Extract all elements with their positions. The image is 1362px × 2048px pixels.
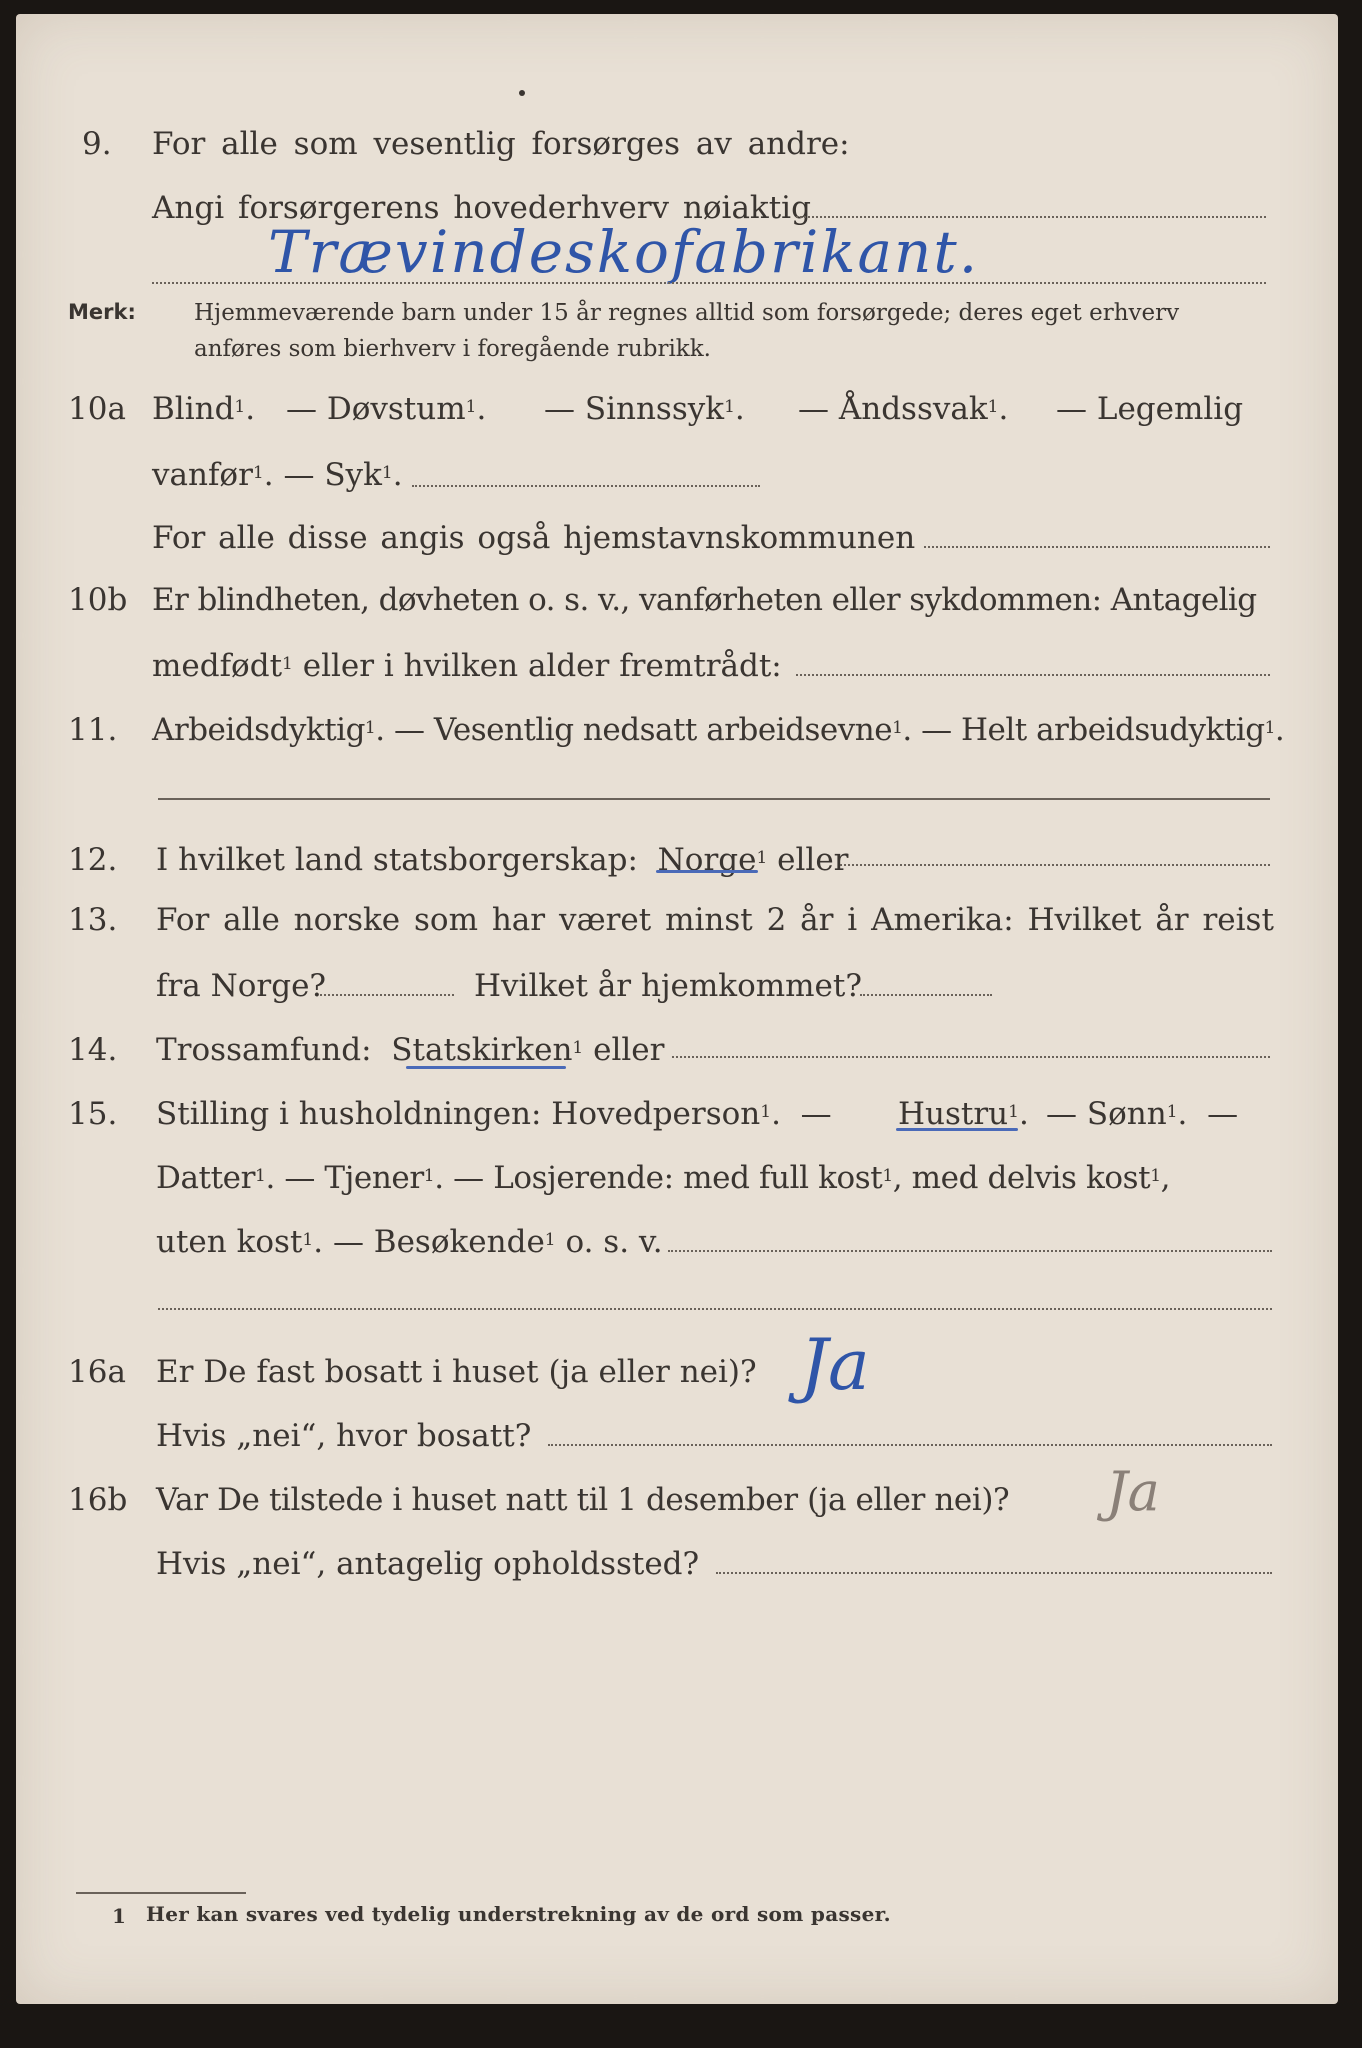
- q10a-kommune-line: [924, 546, 1270, 548]
- footnote-separator: [76, 1892, 246, 1894]
- q10b-number: 10b: [68, 582, 128, 618]
- q10a-line3: For alle disse angis også hjemstavnskommunen: [152, 520, 916, 556]
- merk-line1: Hjemmeværende barn under 15 år regnes alltid som forsørgede; deres eget erhverv: [194, 300, 1180, 326]
- merk-label: Merk:: [68, 300, 136, 324]
- q10b-line1: Er blindheten, døvheten o. s. v., vanførheten eller sykdommen: Antagelig: [152, 582, 1257, 618]
- q16b-number: 16b: [68, 1482, 128, 1518]
- q13-line2b: Hvilket år hjemkommet?: [474, 968, 862, 1004]
- q10a-andssvak: — Åndssvak$^1$.: [798, 391, 1009, 427]
- q10a-blind: Blind$^1$.: [152, 391, 256, 427]
- q11-number: 11.: [68, 712, 118, 748]
- merk-line2: anføres som bierhverv i foregående rubrikk.: [194, 336, 711, 362]
- q14-line: Trossamfund: Statskirken$^1$ eller: [156, 1032, 665, 1068]
- q15-hustru-underline: [896, 1128, 1018, 1131]
- q16a-dotted-line: [548, 1444, 1272, 1446]
- q15-number: 15.: [68, 1096, 118, 1132]
- q10a-syk-line: [412, 485, 760, 487]
- q9-line1: For alle som vesentlig forsørges av andre:: [152, 126, 850, 162]
- q15-answer-line: [158, 1308, 1272, 1310]
- q12-norge-underline: [656, 870, 758, 873]
- q10a-legemlig: — Legemlig: [1056, 391, 1244, 427]
- q12-dotted-line: [840, 864, 1270, 866]
- q15-line3: uten kost$^1$. — Besøkende$^1$ o. s. v.: [156, 1224, 663, 1260]
- footnote-text: Her kan svares ved tydelig understrekning av de ord som passer.: [146, 1902, 891, 1926]
- q15-line1-a: Stilling i husholdningen: Hovedperson$^1$. —: [156, 1096, 832, 1132]
- q14-statskirken-underline: [406, 1066, 566, 1069]
- q16b-line2: Hvis „nei“, antagelig opholdssted?: [156, 1546, 700, 1582]
- q14-number: 14.: [68, 1032, 118, 1068]
- q13-line2a: fra Norge?: [156, 968, 327, 1004]
- q16a-line2: Hvis „nei“, hvor bosatt?: [156, 1418, 532, 1454]
- q15-line1-hustru: Hustru$^1$.: [898, 1096, 1029, 1132]
- q16b-dotted-line: [716, 1572, 1272, 1574]
- q9-handwritten-answer: Trævindeskofabrikant.: [268, 218, 980, 286]
- q16b-pencil-answer: Ja: [1106, 1460, 1160, 1523]
- q9-number: 9.: [82, 126, 112, 162]
- q15-line2: Datter$^1$. — Tjener$^1$. — Losjerende: med full kost$^1$, med delvis kost$^1$,: [156, 1160, 1171, 1196]
- q10a-number: 10a: [68, 391, 126, 427]
- footnote-mark: 1: [112, 1904, 126, 1928]
- q9-answer-line: [152, 282, 1266, 284]
- q13-number: 13.: [68, 902, 118, 938]
- q14-dotted-line: [672, 1056, 1270, 1058]
- q10a-sinnssyk: — Sinnssyk$^1$.: [544, 391, 745, 427]
- q12-number: 12.: [68, 842, 118, 878]
- q16a-line1: Er De fast bosatt i huset (ja eller nei)?: [156, 1354, 757, 1390]
- q10a-vanfor: vanfør$^1$. — Syk$^1$.: [152, 457, 403, 493]
- q16a-number: 16a: [68, 1354, 126, 1390]
- page-mark: [519, 90, 525, 96]
- q10a-dovstum: — Døvstum$^1$.: [286, 391, 487, 427]
- q13-hjemkommet-line: [860, 994, 992, 996]
- q13-line1: For alle norske som har været minst 2 år i Amerika: Hvilket år reist: [156, 902, 1274, 938]
- q11-line1: Arbeidsdyktig$^1$. — Vesentlig nedsatt arbeidsevne$^1$. — Helt arbeidsudyktig$^1$.: [152, 712, 1285, 748]
- q15-dotted-line: [668, 1250, 1272, 1252]
- q10b-line2: medfødt$^1$ eller i hvilken alder fremtrådt:: [152, 648, 782, 684]
- q11-answer-line: [158, 798, 1270, 800]
- q9-line2: Angi forsørgerens hovederhverv nøiaktig: [152, 190, 811, 226]
- q10b-dotted-line: [796, 674, 1270, 676]
- q16b-line1: Var De tilstede i huset natt til 1 desember (ja eller nei)?: [156, 1482, 1010, 1518]
- q13-reist-line: [320, 994, 454, 996]
- q16a-handwritten-answer: Ja: [800, 1324, 870, 1406]
- q15-line1-sonn: — Sønn$^1$. —: [1046, 1096, 1239, 1132]
- q12-line: I hvilket land statsborgerskap: Norge$^1$ eller: [156, 842, 849, 878]
